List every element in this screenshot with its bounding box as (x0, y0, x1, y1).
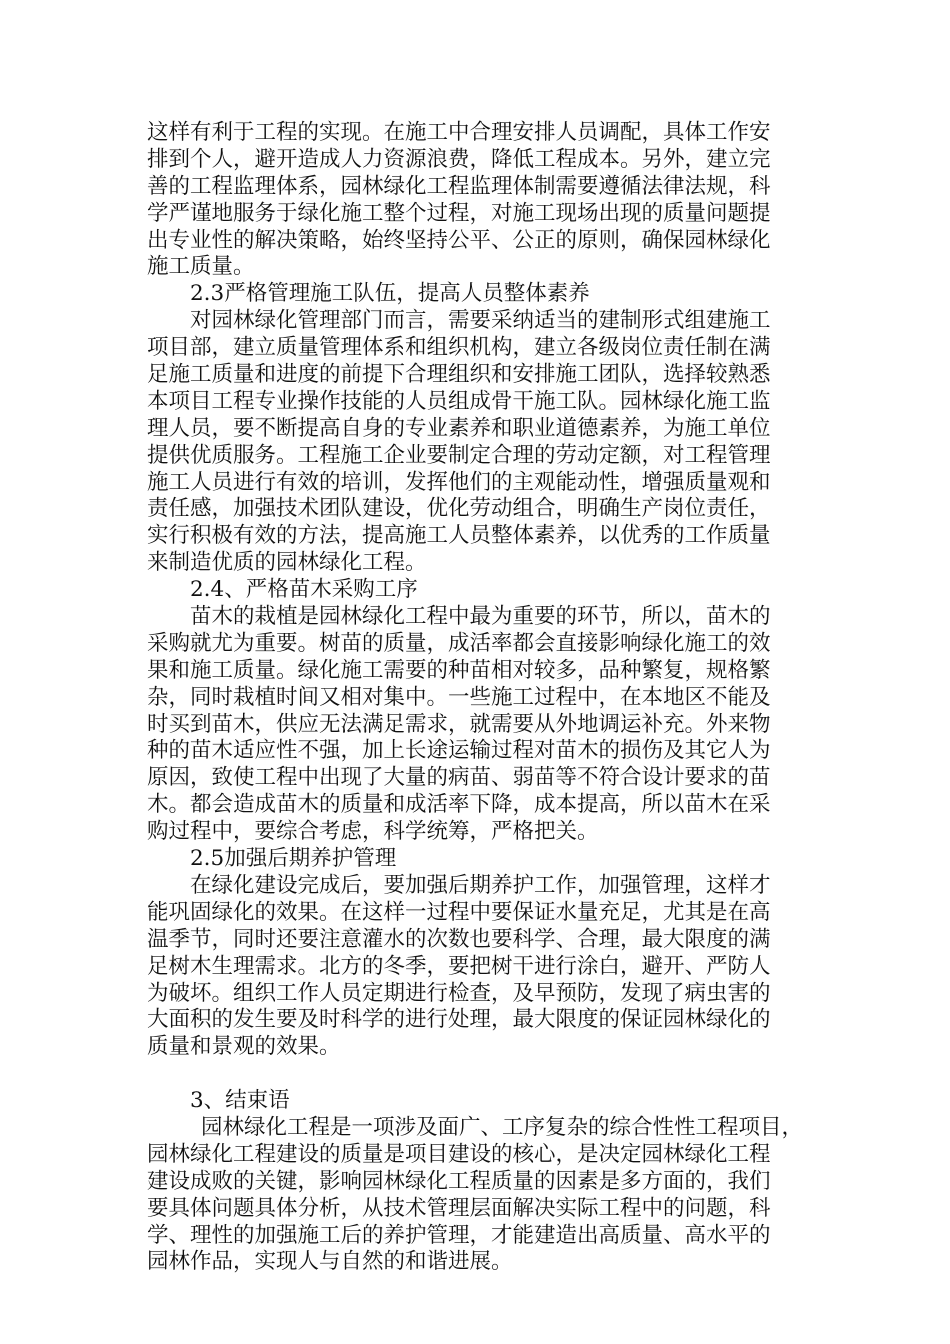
section-2-4-paragraph (147, 604, 827, 846)
text-line: 责任感，加强技术团队建设，优化劳动组合，明确生产岗位责任， (147, 496, 771, 522)
text-line: 采购就尤为重要。树苗的质量，成活率都会直接影响绿化施工的效 (147, 630, 771, 656)
text-line: 能巩固绿化的效果。在这样一过程中要保证水量充足，尤其是在高 (147, 899, 771, 925)
text-line: 项目部，建立质量管理体系和组织机构，建立各级岗位责任制在满 (147, 335, 771, 361)
text-line: 苗木的栽植是园林绿化工程中最为重要的环节，所以，苗木的 (190, 604, 771, 630)
text-line: 排到个人，避开造成人力资源浪费，降低工程成本。另外，建立完 (147, 146, 771, 172)
text-line: 施工质量。 (147, 254, 255, 280)
text-line: 足施工质量和进度的前提下合理组织和安排施工团队，选择较熟悉 (147, 362, 771, 388)
text-line: 木。都会造成苗木的质量和成活率下降，成本提高，所以苗木在采 (147, 792, 771, 818)
text-line: 在绿化建设完成后，要加强后期养护工作，加强管理，这样才 (190, 872, 771, 898)
text-line: 杂，同时栽植时间又相对集中。一些施工过程中，在本地区不能及 (147, 684, 771, 710)
section-heading-2-5: 2.5加强后期养护管理 (190, 846, 397, 872)
intro-paragraph (147, 120, 827, 281)
text-line: 质量和景观的效果。 (147, 1034, 341, 1060)
section-heading-2-4: 2.4、严格苗木采购工序 (190, 577, 418, 603)
text-line: 种的苗木适应性不强，加上长途运输过程对苗木的损伤及其它人为 (147, 738, 771, 764)
text-line: 足树木生理需求。北方的冬季，要把树干进行涂白，避开、严防人 (147, 953, 771, 979)
text-line: 施工人员进行有效的培训，发挥他们的主观能动性，增强质量观和 (147, 469, 771, 495)
text-line: 时买到苗木，供应无法满足需求，就需要从外地调运补充。外来物 (147, 711, 771, 737)
text-line: 大面积的发生要及时科学的进行处理，最大限度的保证园林绿化的 (147, 1007, 771, 1033)
text-line: 为破坏。组织工作人员定期进行检查，及早预防，发现了病虫害的 (147, 980, 771, 1006)
text-line: 这样有利于工程的实现。在施工中合理安排人员调配，具体工作安 (147, 120, 771, 145)
text-line: 温季节，同时还要注意灌水的次数也要科学、合理，最大限度的满 (147, 926, 771, 952)
document-page (147, 120, 827, 1276)
text-line: 对园林绿化管理部门而言，需要采纳适当的建制形式组建施工 (190, 308, 771, 334)
section-2-5-paragraph (147, 873, 827, 1061)
text-line: 园林作品，实现人与自然的和谐进展。 (147, 1249, 513, 1275)
text-line: 实行积极有效的方法，提高施工人员整体素养，以优秀的工作质量 (147, 523, 771, 549)
text-line: 原因，致使工程中出现了大量的病苗、弱苗等不符合设计要求的苗 (147, 765, 771, 791)
text-line: 提供优质服务。工程施工企业要制定合理的劳动定额，对工程管理 (147, 442, 771, 468)
text-line: 园林绿化工程建设的质量是项目建设的核心，是决定园林绿化工程 (147, 1141, 771, 1167)
text-line: 果和施工质量。绿化施工需要的种苗相对较多，品种繁复，规格繁 (147, 657, 771, 683)
text-line: 来制造优质的园林绿化工程。 (147, 550, 427, 576)
text-line: 本项目工程专业操作技能的人员组成骨干施工队。园林绿化施工监 (147, 388, 771, 414)
text-line: 学严谨地服务于绿化施工整个过程，对施工现场出现的质量问题提 (147, 200, 771, 226)
text-line: 建设成败的关键，影响园林绿化工程质量的因素是多方面的，我们 (147, 1168, 771, 1194)
section-heading-2-3: 2.3严格管理施工队伍，提高人员整体素养 (190, 281, 590, 307)
text-line: 要具体问题具体分析，从技术管理层面解决实际工程中的问题，科 (147, 1195, 771, 1221)
text-line: 购过程中，要综合考虑，科学统筹，严格把关。 (147, 819, 599, 845)
section-3-paragraph (147, 1115, 827, 1276)
section-2-3-paragraph (147, 308, 827, 577)
section-heading-3: 3、结束语 (190, 1088, 290, 1114)
text-line: 理人员，要不断提高自身的专业素养和职业道德素养，为施工单位 (147, 415, 771, 441)
blank-line (147, 1061, 827, 1088)
text-line: 善的工程监理体系，园林绿化工程监理体制需要遵循法律法规，科 (147, 173, 771, 199)
text-line: 园林绿化工程是一项涉及面广、工序复杂的综合性性工程项目， (201, 1114, 804, 1140)
text-line: 出专业性的解决策略，始终坚持公平、公正的原则，确保园林绿化 (147, 227, 771, 253)
text-line: 学、理性的加强施工后的养护管理，才能建造出高质量、高水平的 (147, 1222, 771, 1248)
